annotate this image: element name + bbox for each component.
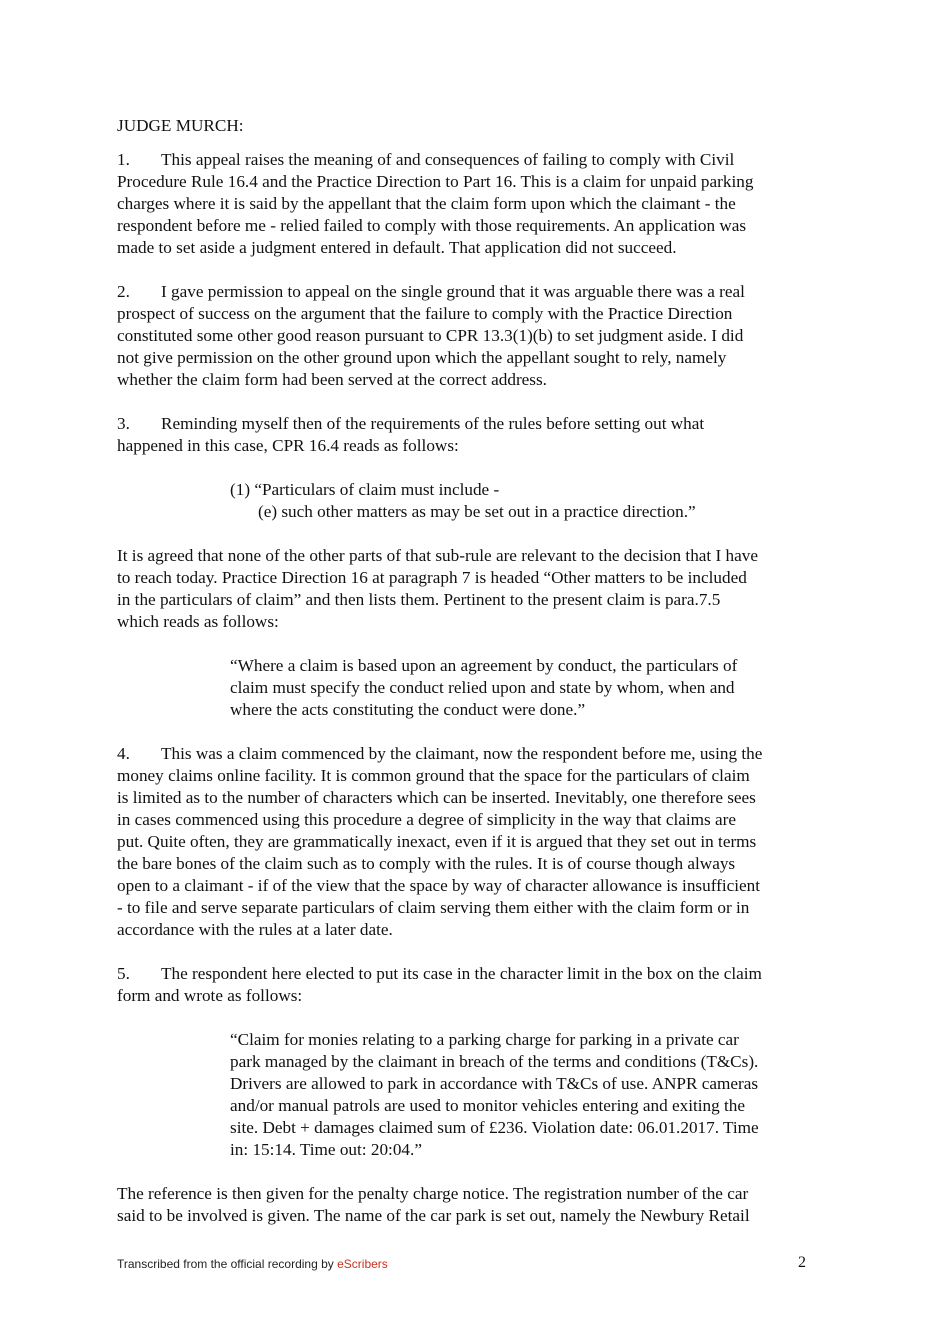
paragraph-number: 4. <box>117 744 130 763</box>
paragraph-text: This appeal raises the meaning of and consequences of failing to comply with Civil Procedure Rule 16.4 and the Practice Direction to Part 16. This is a claim for unpaid parking charges where it is said by the appellant that the claim form upon which the claimant - the respondent before me - relied failed to comply with those requirements. An application was made to set aside a judgment entered in default. That application did not succeed. <box>117 150 754 257</box>
document-body <box>117 115 832 1249</box>
quote-list-subitem: (e) such other matters as may be set out in a practice direction.” <box>258 502 696 521</box>
paragraph-3 <box>117 413 832 457</box>
paragraph-4 <box>117 743 832 941</box>
page-number: 2 <box>798 1254 806 1271</box>
paragraph-text: The respondent here elected to put its case in the character limit in the box on the claim form and wrote as follows: <box>117 964 762 1005</box>
quote-list-item: (1) “Particulars of claim must include - <box>230 480 500 499</box>
paragraph-3-continued: It is agreed that none of the other parts of that sub-rule are relevant to the decision that I have to reach today. Practice Direction 16 at paragraph 7 is headed “Other matters to be included in the particulars of claim” and then lists them. Pertinent to the present claim is para.7.5 which reads as follows: <box>117 546 758 631</box>
paragraph-number: 1. <box>117 150 130 169</box>
paragraph-text: This was a claim commenced by the claimant, now the respondent before me, using the money claims online facility. It is common ground that the space for the particulars of claim is limited as to the number of characters which can be inserted. Inevitably, one therefore sees in cases commenced using this procedure a degree of simplicity in the way that claims are put. Quite often, they are grammatically inexact, even if it is argued that they set out in terms the bare bones of the claim such as to comply with the rules. It is of course though always open to a claimant - if of the view that the space by way of character allowance is insufficient - to file and serve separate particulars of claim serving them either with the claim form or in accordance with the rules at a later date. <box>117 744 763 939</box>
paragraph-number: 2. <box>117 282 130 301</box>
claim-form-quote: “Claim for monies relating to a parking charge for parking in a private car park managed by the claimant in breach of the terms and conditions (T&Cs). Drivers are allowed to park in accordance with T&Cs of use. ANPR cameras and/or manual patrols are used to monitor vehicles entering and exiting the site. Debt + damages claimed sum of £236. Violation date: 06.01.2017. Time in: 15:14. Time out: 20:04.” <box>230 1030 759 1159</box>
transcription-footer <box>117 1257 388 1271</box>
paragraph-number: 3. <box>117 414 130 433</box>
speaker-heading: JUDGE MURCH: <box>117 116 244 135</box>
cpr-quote <box>230 479 832 523</box>
paragraph-2 <box>117 281 832 391</box>
paragraph-5-continued: The reference is then given for the penalty charge notice. The registration number of the car said to be involved is given. The name of the car park is set out, namely the Newbury Retail <box>117 1184 750 1225</box>
paragraph-1 <box>117 149 832 259</box>
footer-transcribed-text: Transcribed from the official recording by <box>117 1257 338 1271</box>
paragraph-5 <box>117 963 832 1007</box>
paragraph-text: I gave permission to appeal on the single ground that it was arguable there was a real prospect of success on the argument that the failure to comply with the Practice Direction constituted some other good reason pursuant to CPR 13.3(1)(b) to set judgment aside. I did not give permission on the other ground upon which the appellant sought to rely, namely whether the claim form had been served at the correct address. <box>117 282 745 389</box>
footer-brand: eScribers <box>337 1257 388 1271</box>
paragraph-text: Reminding myself then of the requirements of the rules before setting out what happened in this case, CPR 16.4 reads as follows: <box>117 414 705 455</box>
paragraph-number: 5. <box>117 964 130 983</box>
practice-direction-quote: “Where a claim is based upon an agreement by conduct, the particulars of claim must specify the conduct relied upon and state by whom, when and where the acts constituting the conduct were done.” <box>230 656 738 719</box>
